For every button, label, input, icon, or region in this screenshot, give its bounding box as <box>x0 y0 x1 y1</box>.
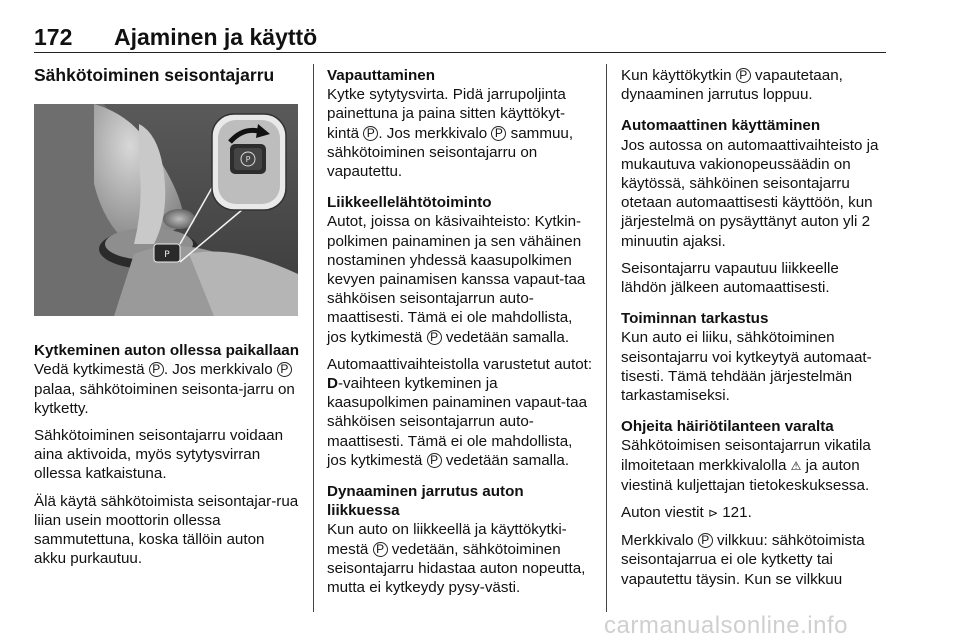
paragraph: Merkkivalo P vilkkuu: sähkötoimista seisontajarrua ei ole kytketty tai vapautettu täysin. Kun se vilkkuu <box>621 532 865 588</box>
parking-brake-illustration <box>34 104 298 316</box>
paragraph: Auton viestit ⊳ 121. <box>621 503 887 523</box>
paragraph: Sähkötoiminen seisontajarru voidaan aina aktivoida, myös sytytysvirran ollessa katkaistuna. <box>34 427 284 483</box>
paragraph: Kytke sytytysvirta. Pidä jarrupoljinta painettuna ja paina sitten käyttökyt-kintä P . Jos merkkivalo P sammuu, sähkötoiminen seisontajarru on vapautettu. <box>327 86 574 181</box>
subheading-applying: Kytkeminen auton ollessa paikallaan <box>34 342 300 360</box>
svg-text:P: P <box>164 250 170 260</box>
parking-brake-icon: P <box>698 533 713 548</box>
paragraph: Jos autossa on automaattivaihteisto ja mukautuva vakionopeussäädin on käytössä, sähköinen seisontajarru otetaan automaattisesti käyttöön, kun järjestelmä on pysäyttänyt auton yli 2 minuutin ajaksi. <box>621 136 879 250</box>
parking-brake-icon: P <box>277 362 292 377</box>
parking-brake-icon: P <box>736 68 751 83</box>
watermark: carmanualsonline.info <box>604 612 848 639</box>
parking-brake-icon: P <box>363 126 378 141</box>
page-header <box>34 20 886 53</box>
page-number: 172 <box>34 24 73 50</box>
subheading-fault: Ohjeita häiriötilanteen varalta <box>621 418 834 436</box>
column-1 <box>34 64 300 576</box>
column-2 <box>327 66 593 605</box>
paragraph: Kun auto on liikkeellä ja käyttökytki-mestä P vedetään, sähkötoiminen seisontajarru hidastaa auton nopeutta, mutta ei kytkeydy pysy-västi. <box>327 521 586 597</box>
column-divider <box>313 64 314 612</box>
paragraph: Autot, joissa on käsivaihteisto: Kytkin-polkimen painaminen ja sen vähäinen nostaminen yhdessä kaasupolkimen kevyen painamisen kanssa vapaut-taa sähköisen seisontajarrun auto-maattisesti. Tämä ei ole mahdollista, jos kytkimestä P vedetään samalla. <box>327 213 586 346</box>
page-reference-arrow-icon: ⊳ <box>707 506 719 521</box>
subheading-automatic: Automaattinen käyttäminen <box>621 117 821 135</box>
section-title: Sähkötoiminen seisontajarru <box>34 65 275 85</box>
parking-brake-icon: P <box>373 542 388 557</box>
paragraph: Kun auto ei liiku, sähkötoiminen seisontajarru voi kytkeytyä automaat-tisesti. Tämä tehdään järjestelmän tarkastamiseksi. <box>621 329 872 405</box>
subheading-function-check: Toiminnan tarkastus <box>621 310 769 328</box>
parking-brake-icon: P <box>491 126 506 141</box>
parking-brake-icon: P <box>149 362 164 377</box>
paragraph: Sähkötoimisen seisontajarrun vikatila ilmoitetaan merkkivalolla ⚠ ja auton viestinä kuljettajan tietokeskuksessa. <box>621 437 871 494</box>
paragraph: Kun käyttökytkin P vapautetaan, dynaaminen jarrutus loppuu. <box>621 67 843 104</box>
paragraph: Älä käytä sähkötoimista seisontajar-rua liian usein moottorin ollessa sammutettuna, koska tällöin auton akku purkautuu. <box>34 492 299 568</box>
chapter-title: Ajaminen ja käyttö <box>114 24 318 50</box>
warning-lamp-icon: ⚠ <box>790 458 802 473</box>
svg-text:P: P <box>245 155 251 164</box>
paragraph: Automaattivaihteistolla varustetut autot: D-vaihteen kytkeminen ja kaasupolkimen painaminen vapaut-taa sähköisen seisontajarrun auto-maattisesti. Tämä ei ole mahdollista, jos kytkimestä P vedetään samalla. <box>327 355 593 469</box>
column-divider <box>606 64 607 612</box>
paragraph: Vedä kytkimestä P . Jos merkkivalo P palaa, sähkötoiminen seisonta-jarru on kytketty. <box>34 361 295 417</box>
parking-brake-icon: P <box>427 453 442 468</box>
parking-brake-icon: P <box>427 330 442 345</box>
paragraph: Seisontajarru vapautuu liikkeelle lähdön jälkeen automaattisesti. <box>621 259 839 297</box>
subheading-releasing: Vapauttaminen <box>327 67 436 84</box>
subheading-drive-away: Liikkeellelähtötoiminto <box>327 194 492 212</box>
column-3 <box>621 66 887 597</box>
subheading-dynamic-braking: Dynaaminen jarrutus auton liikkuessa <box>327 483 524 520</box>
